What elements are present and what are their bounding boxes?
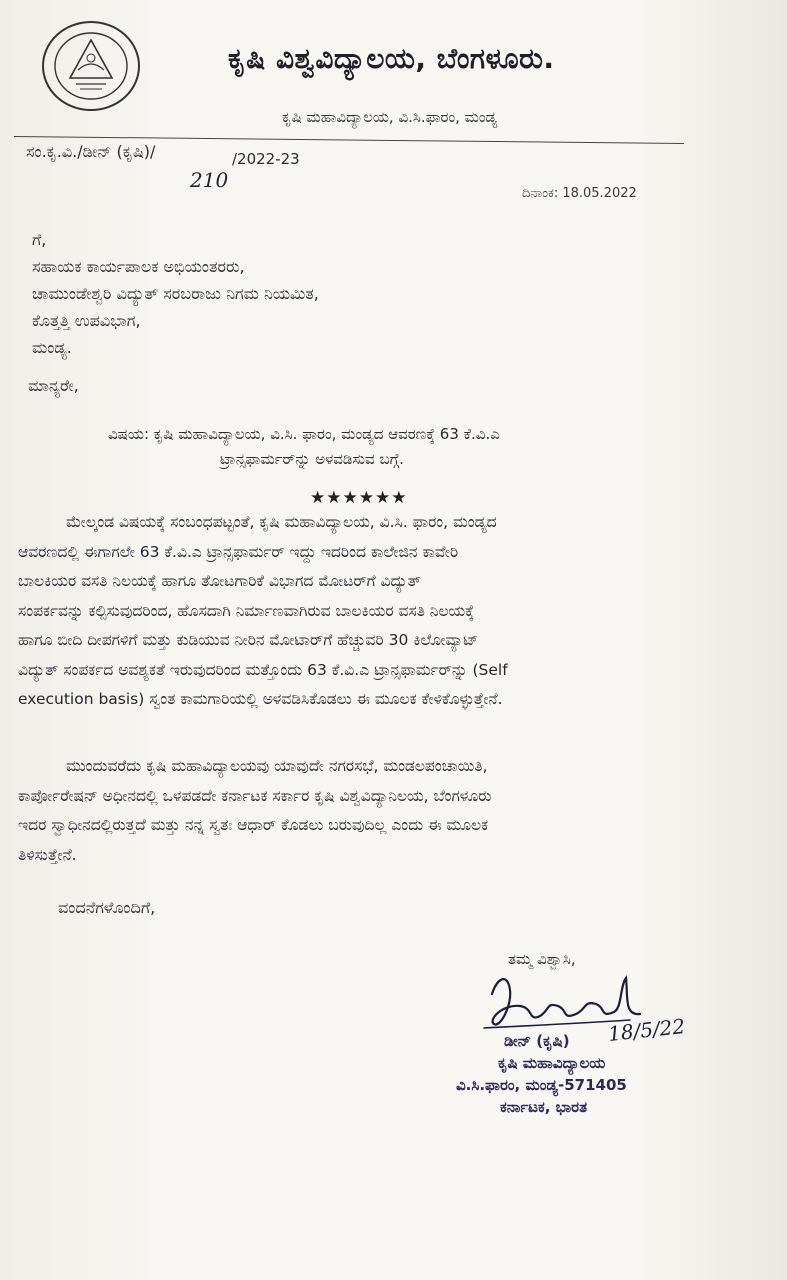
body-paragraph-1: [18, 508, 508, 715]
recipient-line: ಮಂಡ್ಯ.: [32, 338, 72, 357]
paragraph-line: ಸಂಪರ್ಕವನ್ನು ಕಲ್ಪಿಸುವುದರಿಂದ, ಹೊಸದಾಗಿ ನಿರ್ಮಾಣವಾಗಿರುವ ಬಾಲಕಿಯರ ವಸತಿ ನಿಲಯಕ್ಕೆ: [18, 601, 475, 620]
recipient-address: [32, 226, 319, 361]
star-separator: ★★★★★★: [310, 488, 408, 508]
salutation: ಮಾನ್ಯರೇ,: [28, 376, 79, 395]
recipient-line: ಚಾಮುಂಡೇಶ್ವರಿ ವಿದ್ಯುತ್ ಸರಬರಾಜು ನಿಗಮ ನಿಯಮಿತ,: [32, 284, 319, 303]
letter-date: ದಿನಾಂಕ: 18.05.2022: [522, 186, 637, 201]
recipient-line: ಕೊತ್ತತ್ತಿ ಉಪವಿಭಾಗ,: [32, 311, 141, 330]
paragraph-line: ಹಾಗೂ ಬೀದಿ ದೀಪಗಳಿಗೆ ಮತ್ತು ಕುಡಿಯುವ ನೀರಿನ ಮೋಟಾರ್‌ಗೆ ಹೆಚ್ಚುವರಿ 30 ಕಿಲೋವ್ಯಾಟ್: [18, 631, 479, 649]
paragraph-line: ತಿಳಿಸುತ್ತೇನೆ.: [18, 845, 77, 864]
subject-line: ವಿಷಯ: ಕೃಷಿ ಮಹಾವಿದ್ಯಾಲಯ, ವಿ.ಸಿ. ಫಾರಂ, ಮಂಡ್ಯದ ಆವರಣಕ್ಕೆ 63 ಕೆ.ವಿ.ಎ: [108, 425, 500, 443]
recipient-line: ಸಹಾಯಕ ಕಾರ್ಯಪಾಲಕ ಅಭಿಯಂತರರು,: [32, 257, 245, 276]
paragraph-line: ಬಾಲಕಿಯರ ವಸತಿ ನಿಲಯಕ್ಕೆ ಹಾಗೂ ತೋಟಗಾರಿಕೆ ವಿಭಾಗದ ಮೋಟರ್‌ಗೆ ವಿದ್ಯುತ್: [18, 572, 421, 590]
stamp-line: ವಿ.ಸಿ.ಫಾರಂ, ಮಂಡ್ಯ-571405: [456, 1076, 627, 1094]
stamp-line: ಕೃಷಿ ಮಹಾವಿದ್ಯಾಲಯ: [498, 1054, 606, 1072]
to-label: ಗೆ,: [32, 230, 47, 249]
reference-number: ಸಂ.ಕೃ.ವಿ./ಡೀನ್ (ಕೃಷಿ)/: [26, 142, 156, 161]
university-seal-icon: [38, 18, 144, 114]
paragraph-line: execution basis) ಸ್ವಂತ ಕಾಮಗಾರಿಯಲ್ಲಿ ಅಳವಡಿಸಿಕೊಡಲು ಈ ಮೂಲಕ ಕೇಳಿಕೊಳ್ಳುತ್ತೇನೆ.: [18, 690, 503, 708]
body-paragraph-2: [18, 752, 491, 870]
closing-line: ವಂದನೆಗಳೊಂದಿಗೆ,: [58, 898, 156, 917]
reference-year: /2022-23: [232, 150, 300, 168]
paragraph-line: ಮುಂದುವರೆದು ಕೃಷಿ ಮಹಾವಿದ್ಯಾಲಯವು ಯಾವುದೇ ನಗರಸಭೆ, ಮಂಡಲಪಂಚಾಯಿತಿ,: [66, 757, 488, 775]
paragraph-line: ಆವರಣದಲ್ಲಿ ಈಗಾಗಲೇ 63 ಕೆ.ವಿ.ಎ ಟ್ರಾನ್ಸಫಾರ್ಮರ್ ಇದ್ದು ಇದರಿಂದ ಕಾಲೇಜಿನ ಕಾವೇರಿ: [18, 542, 459, 561]
signature-date: 18/5/22: [606, 1014, 687, 1046]
paragraph-line: ಕಾರ್ಪೋರೇಷನ್ ಅಧೀನದಲ್ಲಿ ಒಳಪಡದೇ ಕರ್ನಾಟಕ ಸರ್ಕಾರ ಕೃಷಿ ವಿಶ್ವವಿದ್ಯಾನಿಲಯ, ಬೆಂಗಳೂರು: [18, 786, 492, 805]
subject-block: [108, 422, 668, 472]
yours-faithfully: ತಮ್ಮ ವಿಶ್ವಾಸಿ,: [508, 950, 576, 968]
stamp-line: ಕರ್ನಾಟಕ, ಭಾರತ: [500, 1098, 588, 1116]
paragraph-line: ಮೇಲ್ಕಂಡ ವಿಷಯಕ್ಕೆ ಸಂಬಂಧಪಟ್ಟಂತೆ, ಕೃಷಿ ಮಹಾವಿದ್ಯಾಲಯ, ವಿ.ಸಿ. ಫಾರಂ, ಮಂಡ್ಯದ: [66, 513, 497, 531]
paragraph-line: ಇದರ ಸ್ವಾಧೀನದಲ್ಲಿರುತ್ತದೆ ಮತ್ತು ನನ್ನ ಸ್ವತಃ ಆಧಾರ್ ಕೊಡಲು ಬರುವುದಿಲ್ಲ ಎಂದು ಈ ಮೂಲಕ: [18, 816, 489, 834]
reference-handwritten-number: 210: [190, 168, 229, 192]
subject-line: ಟ್ರಾನ್ಸಫಾರ್ಮರ್‌ನ್ನು ಅಳವಡಿಸುವ ಬಗ್ಗೆ.: [220, 450, 404, 468]
university-name: ಕೃಷಿ ವಿಶ್ವವಿದ್ಯಾಲಯ, ಬೆಂಗಳೂರು.: [228, 42, 555, 75]
stamp-line: ಡೀನ್ (ಕೃಷಿ): [504, 1032, 570, 1050]
paragraph-line: ವಿದ್ಯುತ್ ಸಂಪರ್ಕದ ಅವಶ್ಯಕತೆ ಇರುವುದರಿಂದ ಮತ್ತೊಂದು 63 ಕೆ.ವಿ.ಎ ಟ್ರಾನ್ಸಫಾರ್ಮರ್‌ನ್ನು (Self: [18, 660, 508, 679]
college-name: ಕೃಷಿ ಮಹಾವಿದ್ಯಾಲಯ, ವಿ.ಸಿ.ಫಾರಂ, ಮಂಡ್ಯ: [282, 108, 498, 126]
official-stamp: [456, 1030, 627, 1118]
